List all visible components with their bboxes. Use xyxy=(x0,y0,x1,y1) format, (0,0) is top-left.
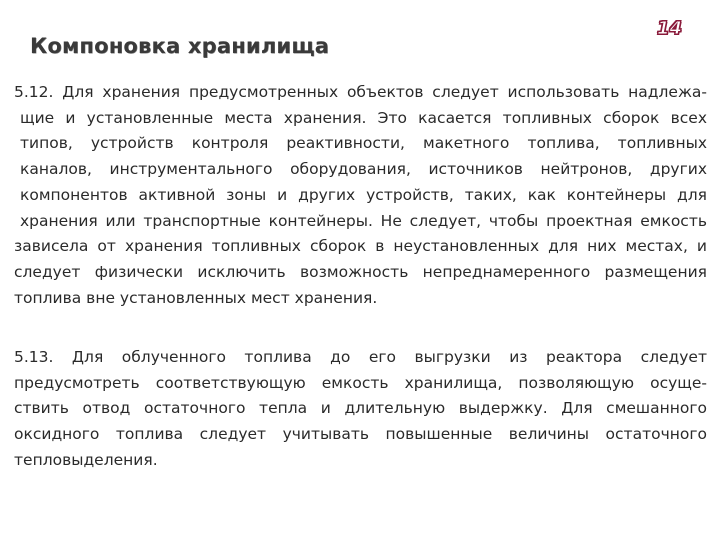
paragraph-line: 5.13. Для облученного топлива до его выгрузки из реактора следует xyxy=(14,348,707,366)
paragraph-line: зависела от хранения топливных сборок в неустановленных для них местах, и xyxy=(14,237,707,256)
paragraph-line: щие и установленные места хранения. Это касается топливных сборок всех xyxy=(20,108,707,127)
page-title: Компоновка хранилища xyxy=(30,34,330,58)
paragraph-line: следует физически исключить возможность непреднамеренного размещения xyxy=(14,262,707,281)
paragraph-line: типов, устройств контроля реактивности, макетного топлива, топливных xyxy=(20,134,707,153)
paragraph-line: компонентов активной зоны и других устройств, таких, как контейнеры для xyxy=(20,185,707,204)
paragraph-line: 5.12. Для хранения предусмотренных объектов следует использовать надлежа- xyxy=(14,83,707,101)
paragraph-5-12 xyxy=(14,80,707,311)
paragraph-line: хранения или транспортные контейнеры. Не следует, чтобы проектная емкость xyxy=(20,211,707,230)
paragraph-line: предусмотреть соответствующую емкость хранилища, позволяющую осуще- xyxy=(14,373,707,392)
paragraph-5-13 xyxy=(14,345,707,474)
page-number: 14 xyxy=(656,18,682,39)
paragraph-line: тепловыделения. xyxy=(14,450,158,469)
paragraph-line: каналов, инструментального оборудования, источников нейтронов, других xyxy=(20,160,707,179)
paragraph-line: ствить отвод остаточного тепла и длительную выдержку. Для смешанного xyxy=(14,399,707,418)
paragraph-line: оксидного топлива следует учитывать повышенные величины остаточного xyxy=(14,425,707,444)
paragraph-line: топлива вне установленных мест хранения. xyxy=(14,288,378,307)
